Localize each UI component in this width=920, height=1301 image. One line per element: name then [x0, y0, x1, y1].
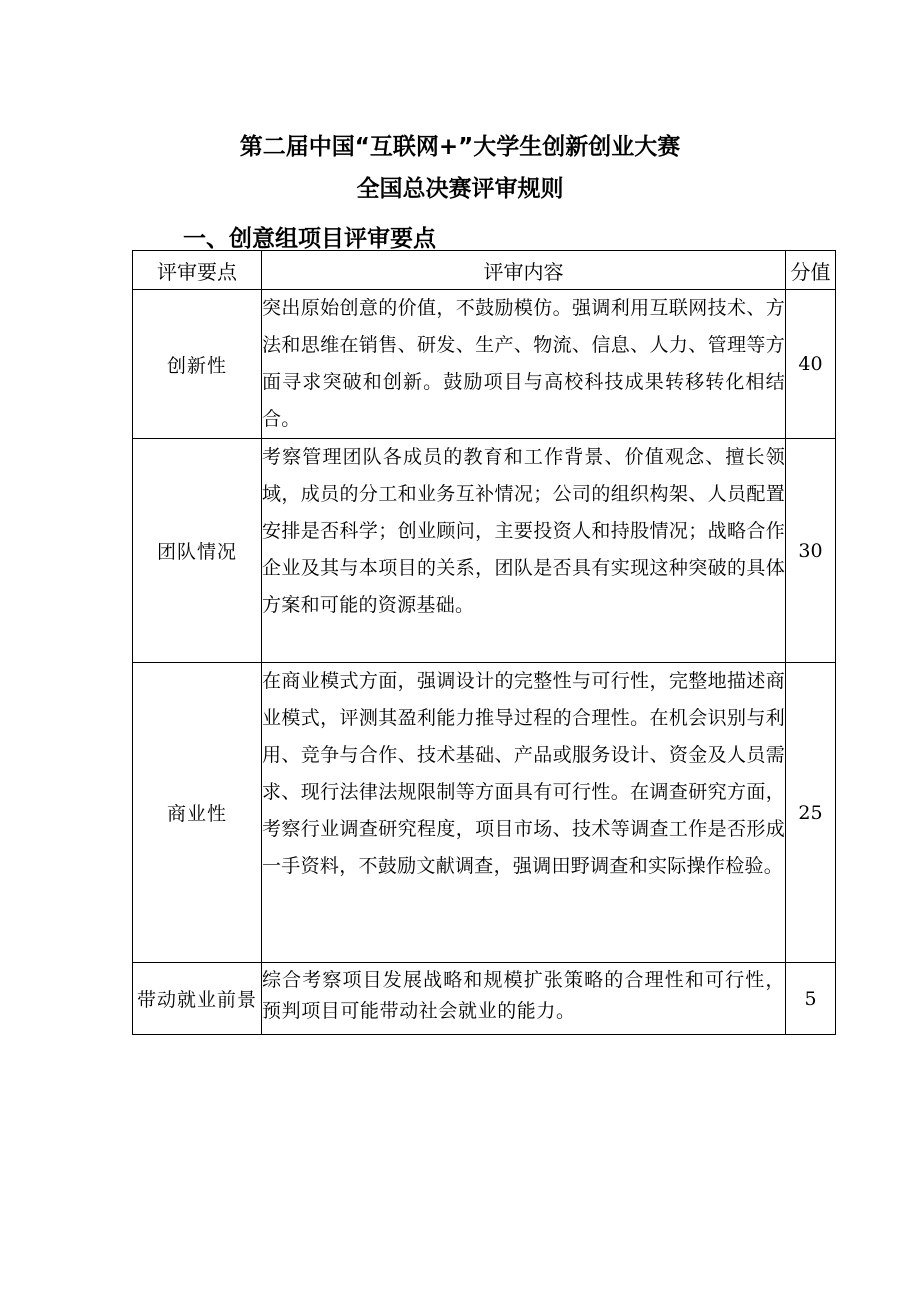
row-score: 5 [786, 963, 836, 1035]
table-row [133, 963, 836, 1035]
row-review-content: 突出原始创意的价值，不鼓励模仿。强调利用互联网技术、方法和思维在销售、研发、生产、物流、信息、人力、管理等方面寻求突破和创新。鼓励项目与高校科技成果转移转化相结合。 [262, 290, 786, 439]
row-score: 25 [786, 663, 836, 963]
header-score: 分值 [786, 251, 836, 290]
row-review-content: 在商业模式方面，强调设计的完整性与可行性，完整地描述商业模式，评测其盈利能力推导过程的合理性。在机会识别与利用、竞争与合作、技术基础、产品或服务设计、资金及人员需求、现行法律法规限制等方面具有可行性。在调查研究方面，考察行业调查研究程度，项目市场、技术等调查工作是否形成一手资料，不鼓励文献调查，强调田野调查和实际操作检验。 [262, 663, 786, 963]
row-score: 40 [786, 290, 836, 439]
row-review-point: 商业性 [133, 663, 262, 963]
table-row [133, 290, 836, 439]
table-row [133, 439, 836, 663]
header-review-content: 评审内容 [262, 251, 786, 290]
table-header-row [133, 251, 836, 290]
review-criteria-table [132, 250, 836, 1035]
row-review-content: 综合考察项目发展战略和规模扩张策略的合理性和可行性，预判项目可能带动社会就业的能力。 [262, 963, 786, 1035]
row-review-point: 团队情况 [133, 439, 262, 663]
document-subtitle: 全国总决赛评审规则 [356, 176, 564, 202]
table-row [133, 663, 836, 963]
header-review-point: 评审要点 [133, 251, 262, 290]
row-review-point: 创新性 [133, 290, 262, 439]
row-review-content: 考察管理团队各成员的教育和工作背景、价值观念、擅长领域，成员的分工和业务互补情况；公司的组织构架、人员配置安排是否科学；创业顾问，主要投资人和持股情况；战略合作企业及其与本项目的关系，团队是否具有实现这种突破的具体方案和可能的资源基础。 [262, 439, 786, 663]
section-heading: 一、创意组项目评审要点 [183, 226, 436, 252]
document-title: 第二届中国“互联网+”大学生创新创业大赛 [239, 134, 681, 160]
row-review-point: 带动就业前景 [133, 963, 262, 1035]
row-score: 30 [786, 439, 836, 663]
